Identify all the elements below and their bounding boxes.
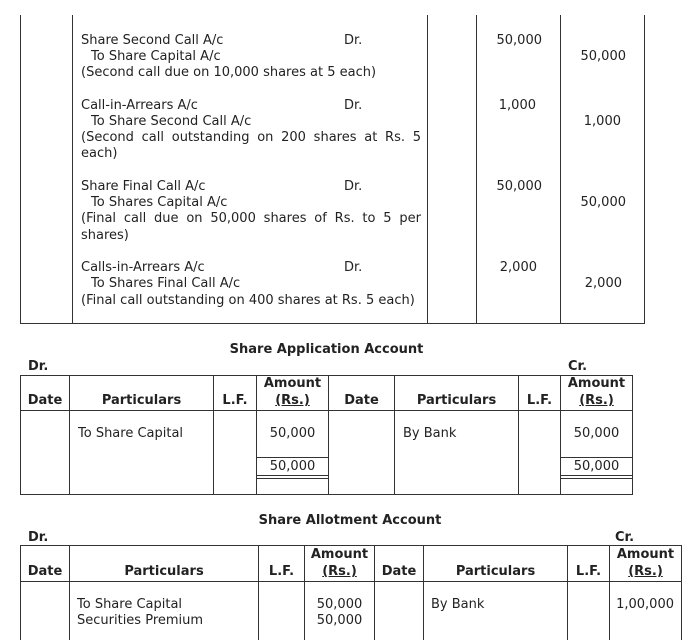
journal-credit-amount: 50,000 — [580, 49, 626, 64]
credit-particulars: By Bank — [431, 597, 485, 612]
header-rs: (Rs.) — [628, 564, 663, 579]
cr-label: Cr. — [615, 530, 635, 545]
header-date: Date — [27, 564, 63, 579]
dr-label: Dr. — [28, 359, 49, 374]
ledger-border-bottom — [20, 494, 633, 495]
credit-amount: 1,00,000 — [616, 597, 674, 612]
header-rs: (Rs.) — [579, 393, 614, 408]
total-double-rule — [561, 478, 632, 479]
debit-total: 50,000 — [269, 459, 316, 474]
journal-border-lf — [476, 15, 477, 324]
header-particulars: Particulars — [101, 393, 182, 408]
journal-narration: each) — [81, 146, 118, 161]
debit-amount: 50,000 — [316, 597, 363, 612]
debit-amount: 50,000 — [316, 613, 363, 628]
debit-particulars: Securities Premium — [77, 613, 204, 628]
journal-debit-amount: 50,000 — [496, 33, 542, 48]
dr-label: Dr. — [28, 530, 49, 545]
ledger-col-rule — [374, 545, 375, 640]
header-amount: Amount — [616, 547, 675, 562]
total-rule — [561, 457, 632, 458]
journal-narration: (Final call due on 50,000 shares of Rs. to 5 per — [81, 211, 421, 226]
journal-credit-account: To Shares Capital A/c — [91, 195, 228, 210]
journal-border-debit — [560, 15, 561, 324]
journal-debit-amount: 1,000 — [498, 98, 536, 113]
debit-amount: 50,000 — [269, 426, 316, 441]
header-particulars: Particulars — [455, 564, 536, 579]
journal-credit-amount: 50,000 — [580, 195, 626, 210]
journal-debit-account: Share Final Call A/c — [81, 179, 206, 194]
journal-credit-account: To Share Capital A/c — [91, 49, 221, 64]
credit-particulars: By Bank — [403, 426, 457, 441]
journal-narration: (Final call outstanding on 400 shares at Rs. 5 each) — [81, 293, 415, 308]
ledger-header-rule — [20, 410, 633, 411]
header-lf: L.F. — [222, 393, 248, 408]
debit-particulars: To Share Capital — [77, 597, 183, 612]
header-rs: (Rs.) — [275, 393, 310, 408]
debit-particulars: To Share Capital — [78, 426, 184, 441]
journal-credit-amount: 1,000 — [583, 114, 621, 129]
header-date: Date — [344, 393, 379, 408]
dr-label: Dr. — [344, 179, 363, 194]
credit-amount: 50,000 — [573, 426, 620, 441]
header-amount: Amount — [310, 547, 369, 562]
journal-border-bottom — [20, 323, 645, 324]
journal-narration: (Second call due on 10,000 shares at 5 each) — [81, 65, 377, 80]
dr-label: Dr. — [344, 98, 363, 113]
cr-label: Cr. — [568, 359, 588, 374]
ledger-header-rule — [20, 581, 682, 582]
journal-border-right — [644, 15, 645, 324]
header-lf: L.F. — [526, 393, 553, 408]
ledger-col-rule — [632, 375, 633, 495]
ledger-border-top — [20, 545, 682, 546]
header-particulars: Particulars — [416, 393, 497, 408]
total-double-rule — [257, 478, 328, 479]
header-lf: L.F. — [268, 564, 295, 579]
ledger-col-rule — [20, 545, 21, 640]
credit-total: 50,000 — [573, 459, 620, 474]
header-amount: Amount — [567, 376, 626, 391]
journal-debit-account: Calls-in-Arrears A/c — [81, 260, 205, 275]
ledger-col-rule — [69, 545, 70, 640]
journal-credit-amount: 2,000 — [584, 276, 622, 291]
header-rs: (Rs.) — [322, 564, 357, 579]
header-lf: L.F. — [575, 564, 602, 579]
header-particulars: Particulars — [124, 564, 204, 579]
header-date: Date — [381, 564, 417, 579]
header-date: Date — [27, 393, 63, 408]
account-title: Share Application Account — [229, 342, 424, 357]
header-amount: Amount — [263, 376, 322, 391]
dr-label: Dr. — [344, 33, 363, 48]
ledger-col-rule — [681, 545, 682, 640]
journal-debit-account: Call-in-Arrears A/c — [81, 98, 198, 113]
journal-debit-amount: 50,000 — [496, 179, 542, 194]
ledger-col-rule — [258, 545, 259, 640]
journal-border-left — [20, 15, 21, 324]
total-rule — [257, 457, 328, 458]
ledger-col-rule — [423, 545, 424, 640]
journal-debit-amount: 2,000 — [499, 260, 537, 275]
journal-narration: (Second call outstanding on 200 shares at Rs. 5 — [81, 130, 421, 145]
journal-narration: shares) — [81, 228, 129, 243]
journal-border-particulars — [427, 15, 428, 324]
ledger-col-rule — [567, 545, 568, 640]
journal-border-date — [72, 15, 73, 324]
account-title: Share Allotment Account — [258, 513, 442, 528]
journal-credit-account: To Shares Final Call A/c — [91, 276, 241, 291]
total-double-rule — [257, 475, 328, 476]
dr-label: Dr. — [344, 260, 363, 275]
journal-debit-account: Share Second Call A/c — [81, 33, 224, 48]
journal-credit-account: To Share Second Call A/c — [91, 114, 252, 129]
total-double-rule — [561, 475, 632, 476]
